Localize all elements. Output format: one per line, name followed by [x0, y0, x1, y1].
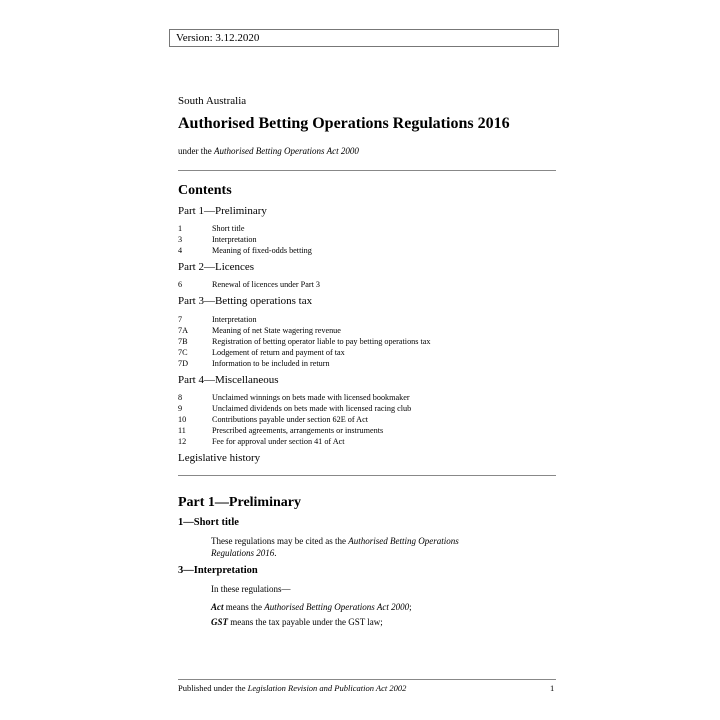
toc-entry[interactable]	[178, 436, 345, 447]
text-run: Authorised Betting Operations	[348, 536, 459, 546]
page-number: 1	[550, 683, 555, 693]
toc-part-2[interactable]: Part 2—Licences	[178, 261, 255, 273]
toc-entry-num: 7D	[178, 359, 189, 368]
toc-entry[interactable]	[178, 392, 410, 403]
divider	[178, 170, 556, 171]
toc-entry[interactable]	[178, 425, 383, 436]
toc-entry-text: Meaning of fixed-odds betting	[212, 246, 312, 255]
toc-entry-num: 8	[178, 393, 183, 402]
toc-part-4[interactable]: Part 4—Miscellaneous	[178, 374, 279, 386]
defined-term: GST	[211, 617, 229, 627]
text-run: ;	[409, 602, 412, 612]
under-prefix: under the	[178, 146, 214, 156]
toc-entry[interactable]	[178, 234, 257, 245]
section-heading-short-title: 1—Short title	[178, 517, 239, 528]
short-title-paragraph	[211, 535, 511, 559]
defined-term: Act	[211, 602, 224, 612]
toc-entry-num: 4	[178, 246, 183, 255]
toc-part-3[interactable]: Part 3—Betting operations tax	[178, 295, 313, 307]
interpretation-intro: In these regulations—	[211, 584, 291, 594]
toc-entry[interactable]	[178, 325, 341, 336]
text-run: Regulations 2016	[211, 548, 275, 558]
toc-entry-text: Unclaimed winnings on bets made with licensed bookmaker	[212, 393, 410, 402]
toc-entry-text: Lodgement of return and payment of tax	[212, 348, 345, 357]
footer-divider	[178, 679, 556, 680]
toc-entry[interactable]	[178, 314, 257, 325]
toc-entry[interactable]	[178, 414, 368, 425]
section-heading-interpretation: 3—Interpretation	[178, 565, 258, 576]
toc-entry[interactable]	[178, 223, 245, 234]
toc-entry-text: Interpretation	[212, 315, 257, 324]
toc-entry-text: Renewal of licences under Part 3	[212, 280, 320, 289]
toc-entry-text: Meaning of net State wagering revenue	[212, 326, 341, 335]
footer-act: Legislation Revision and Publication Act 2002	[247, 683, 407, 693]
toc-entry[interactable]	[178, 347, 345, 358]
text-run: means the tax payable under the GST law;	[228, 617, 383, 627]
toc-entry[interactable]	[178, 279, 320, 290]
toc-entry-text: Short title	[212, 224, 245, 233]
toc-entry-num: 10	[178, 415, 187, 424]
toc-entry-num: 7	[178, 315, 183, 324]
toc-entry-num: 7B	[178, 337, 188, 346]
definition-gst	[211, 616, 383, 628]
enabling-act-line	[178, 146, 359, 156]
part-heading: Part 1—Preliminary	[178, 495, 301, 510]
act-name: Authorised Betting Operations Act 2000	[264, 602, 410, 612]
toc-entry[interactable]	[178, 358, 330, 369]
toc-entry-num: 9	[178, 404, 183, 413]
toc-entry[interactable]	[178, 245, 312, 256]
version-label: Version: 3.12.2020	[176, 32, 260, 44]
text-run: means the	[223, 602, 265, 612]
definition-act	[211, 601, 412, 613]
footer	[178, 683, 406, 693]
toc-entry-text: Fee for approval under section 41 of Act	[212, 437, 345, 446]
contents-heading: Contents	[178, 183, 232, 198]
version-box	[169, 29, 559, 47]
toc-entry-text: Unclaimed dividends on bets made with licensed racing club	[212, 404, 412, 413]
text-run: .	[274, 548, 277, 558]
toc-entry-text: Registration of betting operator liable to pay betting operations tax	[212, 337, 431, 346]
toc-entry-num: 6	[178, 280, 183, 289]
toc-entry-num: 11	[178, 426, 186, 435]
jurisdiction: South Australia	[178, 95, 247, 107]
toc-entry-text: Interpretation	[212, 235, 257, 244]
footer-prefix: Published under the	[178, 683, 248, 693]
document-title: Authorised Betting Operations Regulations 2016	[178, 115, 510, 132]
toc-legislative-history[interactable]: Legislative history	[178, 452, 261, 464]
toc-entry-num: 7A	[178, 326, 189, 335]
toc-entry-num: 3	[178, 235, 183, 244]
enabling-act-name: Authorised Betting Operations Act 2000	[214, 146, 359, 156]
toc-entry-text: Contributions payable under section 62E of Act	[212, 415, 368, 424]
toc-entry-num: 1	[178, 224, 183, 233]
divider	[178, 475, 556, 476]
toc-entry-text: Information to be included in return	[212, 359, 330, 368]
text-run: These regulations may be cited as the	[211, 536, 349, 546]
toc-entry[interactable]	[178, 403, 411, 414]
toc-part-1[interactable]: Part 1—Preliminary	[178, 205, 267, 217]
toc-entry-num: 12	[178, 437, 187, 446]
toc-entry[interactable]	[178, 336, 431, 347]
toc-entry-text: Prescribed agreements, arrangements or instruments	[212, 426, 384, 435]
toc-entry-num: 7C	[178, 348, 188, 357]
